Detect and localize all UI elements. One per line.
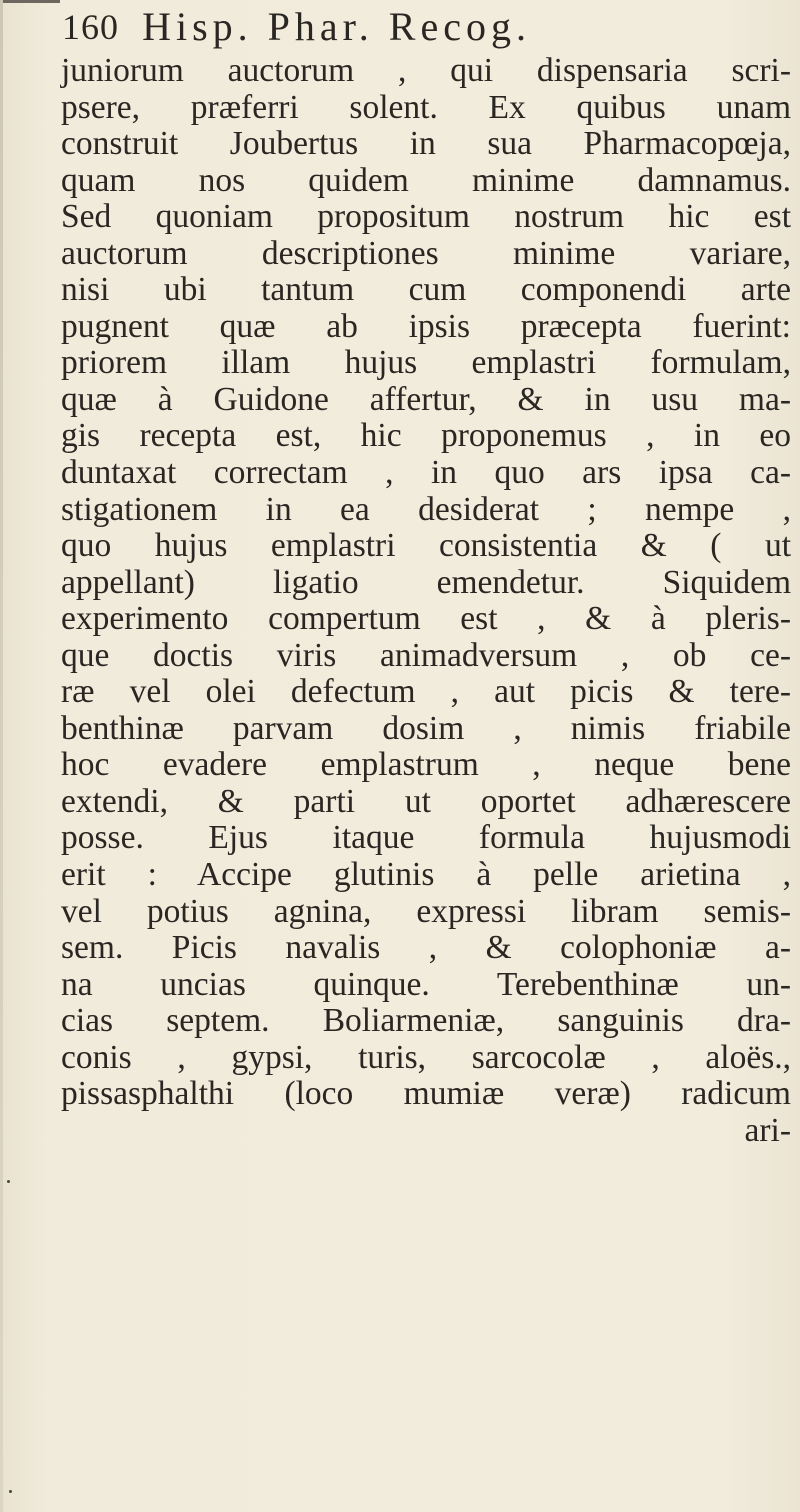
text-line: ræ vel olei defectum , aut picis & tere- bbox=[61, 673, 791, 711]
body-text bbox=[61, 53, 791, 1149]
text-line: priorem illam hujus emplastri formulam, bbox=[61, 344, 791, 382]
text-line: erit : Accipe glutinis à pelle arietina , bbox=[61, 856, 791, 894]
text-line: gis recepta est, hic proponemus , in eo bbox=[61, 417, 791, 455]
text-line: nisi ubi tantum cum componendi arte bbox=[61, 271, 791, 309]
text-line: appellant) ligatio emendetur. Siquidem bbox=[61, 563, 791, 601]
text-line: quam nos quidem minime damnamus. bbox=[61, 161, 791, 199]
text-line: quæ à Guidone affertur, & in usu ma- bbox=[61, 380, 791, 418]
page-edge bbox=[0, 0, 3, 1512]
text-line: quo hujus emplastri consistentia & ( ut bbox=[61, 527, 791, 565]
ink-speck bbox=[9, 1490, 12, 1493]
text-line: stigationem in ea desiderat ; nempe , bbox=[61, 490, 791, 528]
text-line: Sed quoniam propositum nostrum hic est bbox=[61, 198, 791, 236]
text-line: conis , gypsi, turis, sarcocolæ , aloës., bbox=[61, 1038, 791, 1076]
text-line: extendi, & parti ut oportet adhærescere bbox=[61, 782, 791, 820]
ink-speck bbox=[7, 1180, 10, 1183]
text-line: benthinæ parvam dosim , nimis friabile bbox=[61, 709, 791, 747]
catchword: ari- bbox=[744, 1111, 791, 1149]
text-line: vel potius agnina, expressi libram semis- bbox=[61, 892, 791, 930]
text-line: duntaxat correctam , in quo ars ipsa ca- bbox=[61, 454, 791, 492]
text-line: cias septem. Boliarmeniæ, sanguinis dra- bbox=[61, 1002, 791, 1040]
text-line: pissasphalthi (loco mumiæ veræ) radicum bbox=[61, 1075, 791, 1113]
text-line: sem. Picis navalis , & colophoniæ a- bbox=[61, 929, 791, 967]
text-line: na uncias quinque. Terebenthinæ un- bbox=[61, 965, 791, 1003]
text-line: pugnent quæ ab ipsis præcepta fuerint: bbox=[61, 307, 791, 345]
text-line: que doctis viris animadversum , ob ce- bbox=[61, 636, 791, 674]
text-line: experimento compertum est , & à pleris- bbox=[61, 600, 791, 638]
text-line: posse. Ejus itaque formula hujusmodi bbox=[61, 819, 791, 857]
top-rule bbox=[0, 0, 60, 3]
text-line: construit Joubertus in sua Pharmacopœja, bbox=[61, 125, 791, 163]
page-number: 160 bbox=[62, 7, 119, 47]
text-line: auctorum descriptiones minime variare, bbox=[61, 234, 791, 272]
page-header bbox=[62, 6, 782, 56]
text-line: hoc evadere emplastrum , neque bene bbox=[61, 746, 791, 784]
text-line: psere, præferri solent. Ex quibus unam bbox=[61, 88, 791, 126]
text-line: juniorum auctorum , qui dispensaria scri- bbox=[61, 52, 791, 89]
running-head: Hisp. Phar. Recog. bbox=[142, 4, 531, 49]
